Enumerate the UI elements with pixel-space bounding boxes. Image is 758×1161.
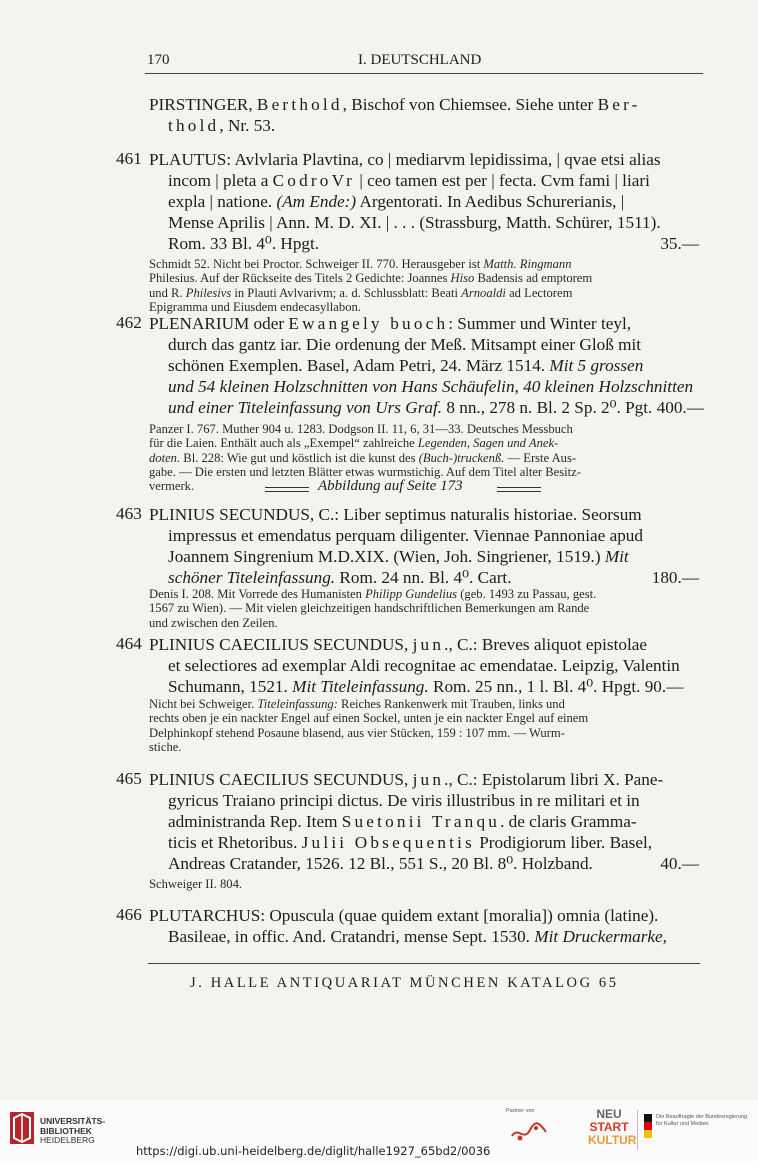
page-number: 170 bbox=[147, 52, 170, 68]
figure-reference: Abbildung auf Seite 173 bbox=[318, 478, 463, 494]
note-line: Denis I. 208. Mit Vorrede des Humanisten Philipp Gundelius (geb. 1493 zu Passau, gest. bbox=[149, 587, 597, 601]
viewer-bottom-bar bbox=[0, 1100, 758, 1161]
library-logo-icon bbox=[10, 1112, 34, 1144]
entry-line: PLINIUS SECUNDUS, C.: Liber septimus naturalis historiae. Seorsum bbox=[149, 505, 642, 524]
entry-line: PLINIUS CAECILIUS SECUNDUS, jun., C.: Epistolarum libri X. Pane- bbox=[149, 770, 664, 789]
catalog-footer: J. HALLE ANTIQUARIAT MÜNCHEN KATALOG 65 bbox=[190, 975, 619, 991]
entry-462 bbox=[149, 313, 704, 418]
note-line: doten. Bl. 228: Wie gut und köstlich ist die kunst des (Buch-)truckenß. — Erste Aus- bbox=[149, 450, 577, 465]
entry-line: Basileae, in offic. And. Cratandri, mense Sept. 1530. Mit Druckermarke, bbox=[168, 927, 667, 946]
partner-logo-icon bbox=[510, 1118, 548, 1148]
note-line: Epigramma und Eiusdem endecasyllabon. bbox=[149, 299, 361, 314]
source-url[interactable]: https://digi.ub.uni-heidelberg.de/diglit/halle1927_65bd2/0036 bbox=[136, 1144, 491, 1158]
entry-line: Mense Aprilis | Ann. M. D. XI. | . . . (Strassburg, Matth. Schürer, 1511). bbox=[168, 213, 661, 232]
entry-line: Andreas Cratander, 1526. 12 Bl., 551 S., 20 Bl. 8⁰. Holzband. 40.— bbox=[168, 854, 699, 873]
entry-number: 466 bbox=[116, 905, 142, 924]
entry-line: expla | natione. (Am Ende:) Argentorati. In Aedibus Schurerianis, | bbox=[168, 192, 625, 211]
entry-466 bbox=[149, 905, 667, 947]
entry-line: thold, Nr. 53. bbox=[168, 116, 276, 135]
price: 35.— bbox=[660, 234, 699, 253]
entry-465-notes bbox=[149, 877, 242, 891]
entry-line: PLENARIUM oder Ewangely buoch: Summer und Winter teyl, bbox=[149, 314, 632, 333]
entry-line: Rom. 33 Bl. 4⁰. Hpgt. 35.— bbox=[168, 234, 699, 253]
entry-line: schönen Exemplen. Basel, Adam Petri, 24. März 1514. Mit 5 grossen bbox=[168, 356, 644, 375]
entry-line: incom | pleta a CodroVr | ceo tamen est per | fecta. Cvm fami | liari bbox=[168, 171, 650, 190]
note-line: vermerk. bbox=[149, 479, 195, 494]
entry-464 bbox=[149, 634, 683, 697]
figure-rule-right bbox=[497, 487, 541, 492]
entry-line: schöner Titeleinfassung. Rom. 24 nn. Bl. 4⁰. Cart. 180.— bbox=[168, 568, 699, 587]
header-rule bbox=[145, 73, 703, 74]
note-line: gabe. — Die ersten und letzten Blätter etwas wurmstichig. Auf dem Titel alter Besitz- bbox=[149, 464, 581, 479]
entry-line: ticis et Rhetoribus. Julii Obsequentis Prodigiorum liber. Basel, bbox=[168, 833, 653, 852]
note-line: Philesius. Auf der Rückseite des Titels 2 Gedichte: Joannes Hiso Badensis ad emptorem bbox=[149, 271, 593, 286]
entry-465 bbox=[149, 769, 699, 874]
note-line: Delphinkopf stehend Posaune blasend, aus vier Stücken, 159 : 107 mm. — Wurm- bbox=[149, 725, 565, 740]
note-line: Schmidt 52. Nicht bei Proctor. Schweiger II. 770. Herausgeber ist Matth. Ringmann bbox=[149, 257, 572, 271]
entry-line: und einer Titeleinfassung von Urs Graf. 8 nn., 278 n. Bl. 2 Sp. 2⁰. Pgt. 400.— bbox=[168, 398, 704, 417]
entry-line: PIRSTINGER, Berthold, Bischof von Chiemsee. Siehe unter Ber- bbox=[149, 95, 641, 114]
entry-line: PLAUTUS: Avlvlaria Plavtina, co | mediarvm lepidissima, | qvae etsi alias bbox=[149, 150, 661, 169]
entry-461 bbox=[149, 149, 699, 254]
price: 40.— bbox=[660, 854, 699, 873]
entry-line: et selectiores ad exemplar Aldi recognitae ac emendatae. Leipzig, Valentin bbox=[168, 656, 680, 675]
logo-divider bbox=[637, 1110, 638, 1150]
figure-rule-left bbox=[265, 487, 309, 492]
entry-463-notes bbox=[149, 587, 596, 630]
partner-label: Partner von bbox=[506, 1108, 535, 1114]
entry-number: 463 bbox=[116, 504, 142, 523]
entry-pirstinger bbox=[149, 94, 641, 136]
entry-number: 465 bbox=[116, 769, 142, 788]
note-line: 1567 zu Wien). — Mit vielen gleichzeitigen handschriftlichen Bemerkungen am Rande bbox=[149, 601, 590, 616]
note-line: Panzer I. 767. Muther 904 u. 1283. Dodgson II. 11, 6, 31—33. Deutsches Messbuch bbox=[149, 422, 573, 436]
entry-line: gyricus Traiano principi dictus. De viris illustribus in re militari et in bbox=[168, 791, 640, 810]
price: 180.— bbox=[651, 568, 699, 587]
note-line: Schweiger II. 804. bbox=[149, 877, 243, 891]
note-line: für die Laien. Enthält auch als „Exempel“ zahlreiche Legenden, Sagen und Anek- bbox=[149, 436, 559, 451]
federal-eagle-icon bbox=[644, 1114, 652, 1138]
entry-number: 462 bbox=[116, 313, 142, 332]
note-line: und R. Philesivs in Plauti Avlvarivm; a. d. Schlussblatt: Beati Arnoaldi ad Lectorem bbox=[149, 285, 573, 300]
entry-line: Schumann, 1521. Mit Titeleinfassung. Rom. 25 nn., 1 l. Bl. 4⁰. Hpgt. 90.— bbox=[168, 677, 684, 696]
note-line: rechts oben je ein nackter Engel auf einen Sockel, unten je ein nackter Engel auf einem bbox=[149, 711, 589, 726]
neustart-kultur-logo: NEU START KULTUR bbox=[588, 1107, 637, 1147]
note-line: stiche. bbox=[149, 739, 182, 754]
entry-number: 464 bbox=[116, 634, 142, 653]
entry-number: 461 bbox=[116, 149, 142, 168]
running-header: I. DEUTSCHLAND bbox=[358, 52, 482, 68]
note-line: Nicht bei Schweiger. Titeleinfassung: Reiches Rankenwerk mit Trauben, links und bbox=[149, 697, 565, 711]
entry-line: impressus et emendatus perquam diligenter. Viennae Pannoniae apud bbox=[168, 526, 643, 545]
entry-line: und 54 kleinen Holzschnitten von Hans Schäufelin, 40 kleinen Holzschnitten bbox=[168, 377, 694, 396]
entry-line: durch das gantz iar. Die ordenung der Meß. Mitsampt einer Gloß mit bbox=[168, 335, 642, 354]
entry-464-notes bbox=[149, 697, 588, 754]
bkm-label: Die Beauftragte der Bundesregierung für Kultur und Medien bbox=[656, 1114, 748, 1127]
entry-line: Joannem Singrenium M.D.XIX. (Wien, Joh. Singriener, 1519.) Mit bbox=[168, 547, 629, 566]
entry-463 bbox=[149, 504, 699, 588]
library-name: UNIVERSITÄTS- BIBLIOTHEK HEIDELBERG bbox=[40, 1116, 106, 1145]
entry-461-notes bbox=[149, 257, 592, 314]
entry-line: PLUTARCHUS: Opuscula (quae quidem extant [moralia]) omnia (latine). bbox=[149, 906, 659, 925]
entry-line: PLINIUS CAECILIUS SECUNDUS, jun., C.: Breves aliquot epistolae bbox=[149, 635, 648, 654]
note-line: und zwischen den Zeilen. bbox=[149, 615, 278, 630]
entry-line: administranda Rep. Item Suetonii Tranqu. de claris Gramma- bbox=[168, 812, 637, 831]
footer-rule bbox=[148, 963, 700, 964]
